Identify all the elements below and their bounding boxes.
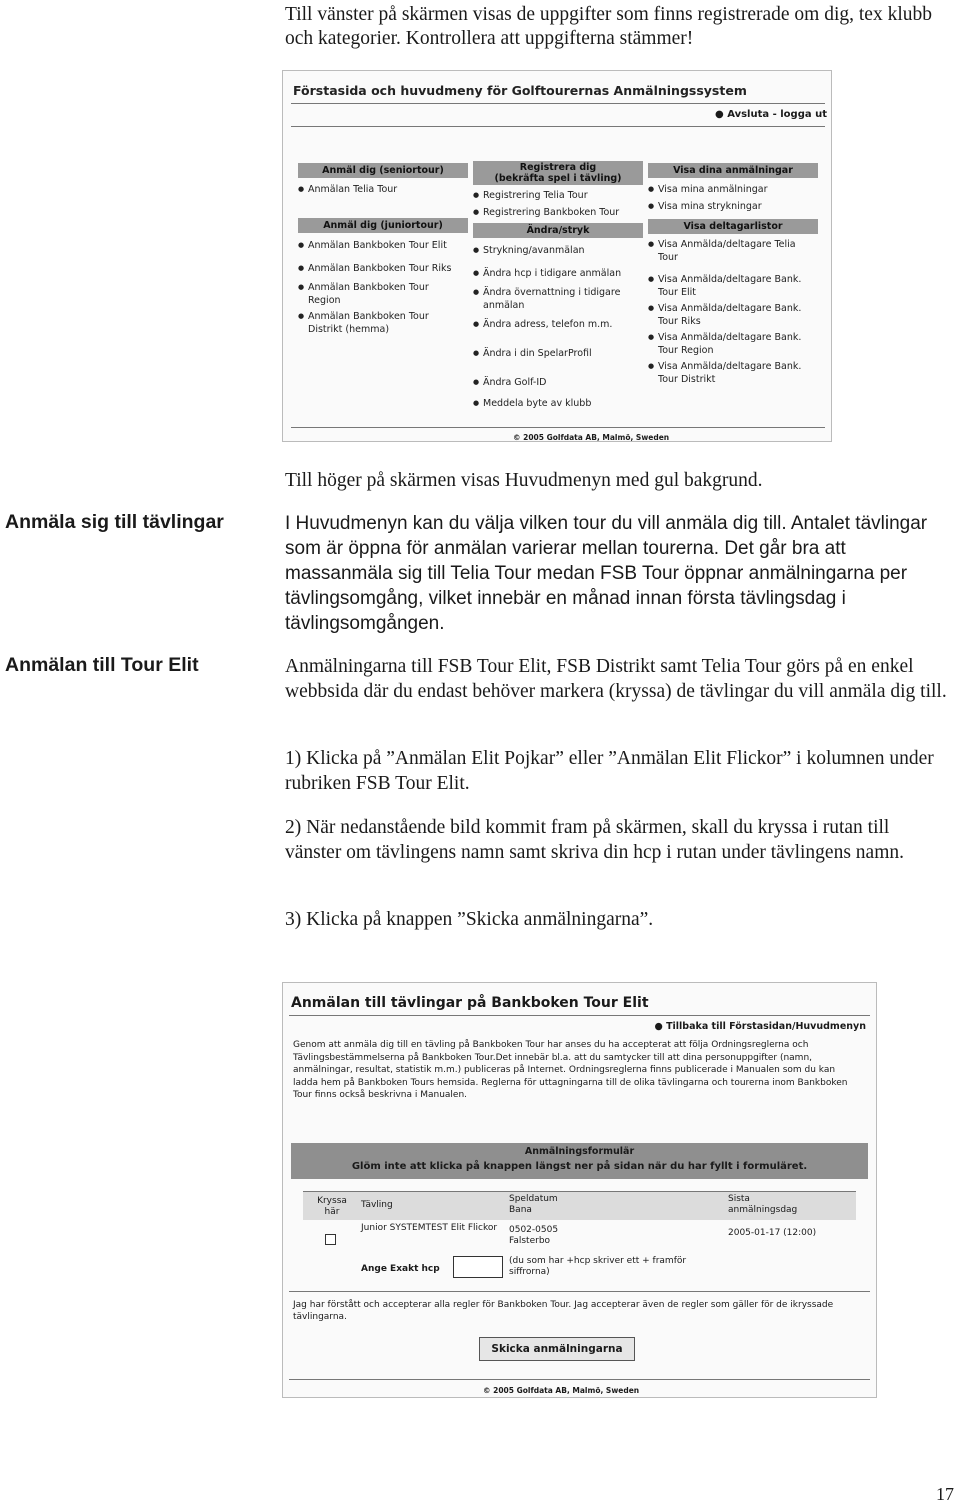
back-link[interactable]: ● Tillbaka till Förstasidan/Huvudmenyn xyxy=(654,1021,866,1032)
column-heading: Ändra/stryk xyxy=(473,223,643,238)
page-number: 17 xyxy=(936,1484,954,1504)
copyright: © 2005 Golfdata AB, Malmö, Sweden xyxy=(513,433,670,442)
section-text-anmala: I Huvudmenyn kan du välja vilken tour du vill anmäla dig till. Antalet tävlingar som är öppna för anmälan varierar mellan tourerna. Det går bra att massanmäla sig till Telia Tour medan FSB Tour öppnar anmälningarna per tävlingsomgång, vilket innebär en månad innan första tävlingsdag i tävlingsomgången. xyxy=(285,513,928,634)
menu-column-3 xyxy=(648,163,818,386)
registration-form-screenshot xyxy=(282,982,877,1398)
column-heading: Anmäl dig (juniortour) xyxy=(298,218,468,233)
menu-link[interactable]: ● Anmälan Bankboken Tour Elit xyxy=(298,239,468,252)
form-page-title: Anmälan till tävlingar på Bankboken Tour Elit xyxy=(291,995,649,1011)
menu-link[interactable]: ● Ändra adress, telefon m.m. xyxy=(473,318,643,331)
menu-column-2 xyxy=(473,161,643,410)
menu-link[interactable]: ● Meddela byte av klubb xyxy=(473,397,643,410)
header-bana: Bana xyxy=(509,1205,532,1215)
section-label-anmala: Anmäla sig till tävlingar xyxy=(5,511,224,533)
menu-title: Förstasida och huvudmeny för Golftourernas Anmälningssystem xyxy=(293,83,747,98)
menu-link[interactable]: ● Ändra hcp i tidigare anmälan xyxy=(473,267,643,280)
menu-link[interactable]: ● Anmälan Telia Tour xyxy=(298,183,468,196)
intro-paragraph: Till vänster på skärmen visas de uppgifter som finns registrerade om dig, tex klubb och kategorier. Kontrollera att uppgifterna stämmer! xyxy=(285,4,932,49)
header-speldatum: Speldatum xyxy=(509,1194,558,1204)
column-heading: Anmäl dig (seniortour) xyxy=(298,163,468,178)
competition-table xyxy=(303,1191,856,1286)
menu-link[interactable]: ● Registrering Bankboken Tour xyxy=(473,206,643,219)
caption-right: Till höger på skärmen visas Huvudmenyn med gul bakgrund. xyxy=(285,470,763,491)
divider xyxy=(291,103,825,104)
menu-link[interactable]: ● Visa Anmälda/deltagare Bank. Tour Riks xyxy=(648,302,818,328)
menu-link[interactable]: ● Strykning/avanmälan xyxy=(473,244,643,257)
logout-link[interactable]: ● Avsluta - logga ut xyxy=(714,109,827,120)
header-sista: Sista anmälningsdag xyxy=(728,1194,798,1215)
menu-link[interactable]: ● Anmälan Bankboken Tour Region xyxy=(298,281,453,307)
column-heading: Visa deltagarlistor xyxy=(648,219,818,234)
terms-text: Genom att anmäla dig till en tävling på Bankboken Tour har anses du ha accepterat att följa Ordningsreglerna och Tävlingsbestämmelserna på Bankboken Tour.Det innebär bl.a. att du samtycker till att dina personuppgifter (namn, anmälningar, resultat, statistik m.m.) publiceras på Internet. Ordningsreglerna finns publicerade i Manualen som du kan ladda hem på Bankboken Tours hemsida. Reglerna för uttagningarna till de olika tävlingarna och tourerna inom Bankboken Tour finns också beskrivna i Manualen. xyxy=(293,1040,848,1100)
step-3: 3) Klicka på knappen ”Skicka anmälningarna”. xyxy=(285,909,654,930)
form-header: Anmälningsformulär Glöm inte att klicka på knappen längst ner på sidan när du har fyllt i formuläret. xyxy=(291,1143,868,1179)
menu-column-1 xyxy=(298,163,468,336)
menu-link[interactable]: ● Visa Anmälda/deltagare Telia Tour xyxy=(648,238,818,264)
step-1: 1) Klicka på ”Anmälan Elit Pojkar” eller ”Anmälan Elit Flickor” i kolumnen under rubriken FSB Tour Elit. xyxy=(285,748,934,794)
menu-link[interactable]: ● Ändra Golf-ID xyxy=(473,376,643,389)
divider xyxy=(289,1015,870,1016)
agreement-text: Jag har förstått och accepterar alla regler för Bankboken Tour. Jag accepterar även de regler som gäller för de ikryssade tävlingarna. xyxy=(293,1300,834,1322)
submit-button[interactable]: Skicka anmälningarna xyxy=(479,1337,635,1361)
last-signup-date: 2005-01-17 (12:00) xyxy=(728,1228,817,1238)
menu-link[interactable]: ● Ändra i din SpelarProfil xyxy=(473,347,643,360)
menu-link[interactable]: ● Registrering Telia Tour xyxy=(473,189,643,202)
divider xyxy=(291,126,825,127)
menu-link[interactable]: ● Visa mina strykningar xyxy=(648,200,818,213)
divider xyxy=(289,1291,870,1292)
menu-link[interactable]: ● Visa Anmälda/deltagare Bank. Tour Elit xyxy=(648,273,818,299)
course: Falsterbo xyxy=(509,1236,551,1246)
hcp-input[interactable] xyxy=(453,1256,503,1278)
menu-link[interactable]: ● Visa Anmälda/deltagare Bank. Tour Region xyxy=(648,331,818,357)
column-heading: Registrera dig (bekräfta spel i tävling) xyxy=(473,161,643,185)
play-date: 0502-0505 xyxy=(509,1225,559,1235)
hcp-note: (du som har +hcp skriver ett + framför siffrorna) xyxy=(509,1256,687,1277)
section-text-elit: Anmälningarna till FSB Tour Elit, FSB Distrikt samt Telia Tour görs på en enkel webbsida där du endast behöver markera (kryssa) de tävlingar du vill anmäla dig till. xyxy=(285,656,947,702)
hcp-label: Ange Exakt hcp xyxy=(361,1264,440,1274)
section-label-elit: Anmälan till Tour Elit xyxy=(5,654,199,676)
divider xyxy=(289,1379,870,1380)
menu-link[interactable]: ● Visa Anmälda/deltagare Bank. Tour Distrikt xyxy=(648,360,818,386)
column-heading: Visa dina anmälningar xyxy=(648,163,818,178)
competition-name: Junior SYSTEMTEST Elit Flickor xyxy=(361,1223,498,1233)
copyright: © 2005 Golfdata AB, Malmö, Sweden xyxy=(483,1386,640,1395)
menu-link[interactable]: ● Anmälan Bankboken Tour Riks xyxy=(298,262,468,275)
menu-link[interactable]: ● Ändra övernattning i tidigare anmälan xyxy=(473,286,643,312)
divider xyxy=(291,427,825,428)
step-2: 2) När nedanstående bild kommit fram på skärmen, skall du kryssa i rutan till vänster om tävlingens namn samt skriva din hcp i rutan under tävlingens namn. xyxy=(285,817,904,863)
main-menu-screenshot xyxy=(282,70,832,442)
select-checkbox[interactable] xyxy=(325,1234,336,1245)
menu-link[interactable]: ● Visa mina anmälningar xyxy=(648,183,818,196)
menu-link[interactable]: ● Anmälan Bankboken Tour Distrikt (hemma) xyxy=(298,310,453,336)
header-tavling: Tävling xyxy=(361,1200,393,1210)
header-kryssa: Kryssa här xyxy=(317,1196,347,1217)
